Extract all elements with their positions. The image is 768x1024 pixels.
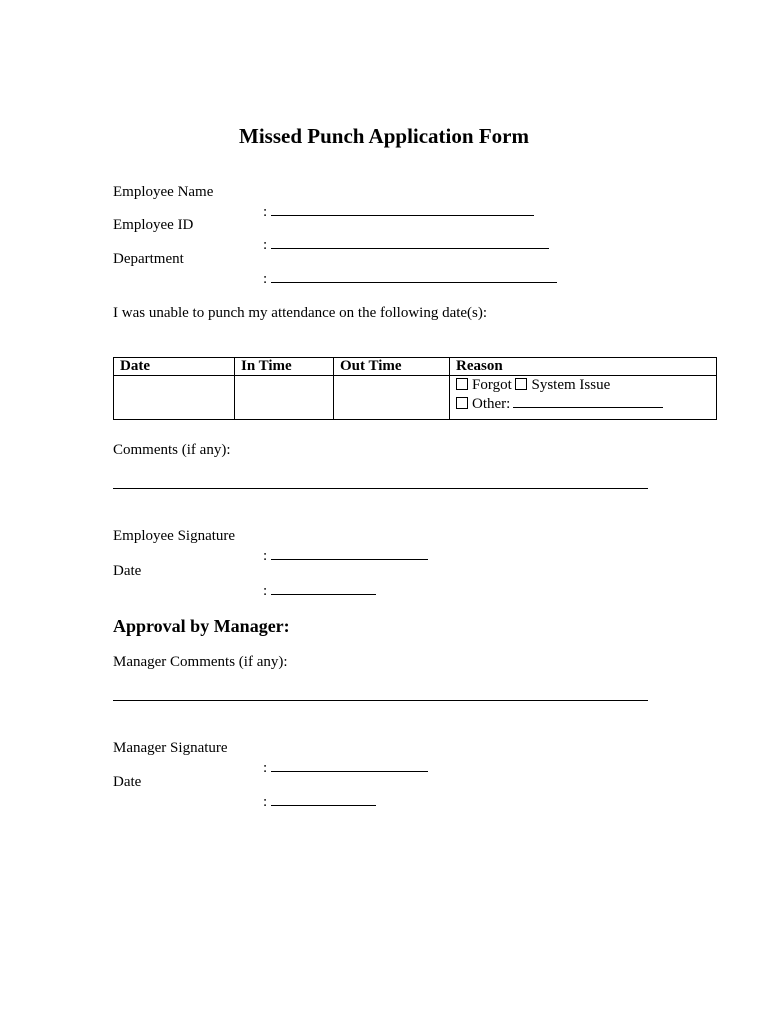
colon: : [263, 760, 268, 776]
manager-date-label: Date [113, 774, 142, 790]
approval-heading: Approval by Manager: [113, 616, 290, 636]
employee-id-blank[interactable] [271, 234, 549, 249]
colon: : [263, 794, 268, 810]
other-reason-blank[interactable] [513, 394, 663, 408]
column-header-in-time: In Time [235, 358, 334, 376]
system-issue-label: System Issue [531, 377, 611, 393]
out-time-cell[interactable] [334, 376, 450, 420]
reason-line-2 [456, 394, 710, 413]
employee-id-label: Employee ID [113, 217, 194, 233]
employee-name-label: Employee Name [113, 184, 214, 200]
colon: : [263, 583, 268, 599]
column-header-reason: Reason [450, 358, 717, 376]
in-time-cell[interactable] [235, 376, 334, 420]
manager-comments-label: Manager Comments (if any): [113, 654, 288, 670]
department-field[interactable] [248, 251, 557, 305]
manager-signature-label: Manager Signature [113, 740, 228, 756]
manager-date-field[interactable] [248, 774, 376, 828]
employee-date-label: Date [113, 563, 142, 579]
form-title: Missed Punch Application Form [239, 124, 529, 148]
manager-signature-blank[interactable] [271, 757, 428, 772]
other-checkbox[interactable] [456, 397, 468, 409]
statement-text: I was unable to punch my attendance on the following date(s): [113, 305, 488, 321]
manager-comments-line[interactable] [113, 700, 648, 701]
table-row [114, 376, 717, 420]
column-header-date: Date [114, 358, 235, 376]
reason-cell [450, 376, 717, 420]
employee-date-field[interactable] [248, 563, 376, 617]
colon: : [263, 204, 268, 220]
comments-line[interactable] [113, 488, 648, 489]
system-issue-checkbox[interactable] [515, 378, 527, 390]
employee-signature-blank[interactable] [271, 545, 428, 560]
colon: : [263, 237, 268, 253]
date-cell[interactable] [114, 376, 235, 420]
column-header-out-time: Out Time [334, 358, 450, 376]
colon: : [263, 548, 268, 564]
other-label: Other: [472, 396, 511, 412]
forgot-checkbox[interactable] [456, 378, 468, 390]
manager-date-blank[interactable] [271, 791, 376, 806]
employee-name-blank[interactable] [271, 201, 534, 216]
employee-date-blank[interactable] [271, 580, 376, 595]
department-blank[interactable] [271, 268, 557, 283]
missed-punch-table [113, 357, 717, 420]
colon: : [263, 271, 268, 287]
forgot-label: Forgot [472, 377, 512, 393]
department-label: Department [113, 251, 184, 267]
reason-line-1 [456, 376, 710, 394]
table-header-row [114, 358, 717, 376]
employee-signature-label: Employee Signature [113, 528, 236, 544]
comments-label: Comments (if any): [113, 442, 231, 458]
